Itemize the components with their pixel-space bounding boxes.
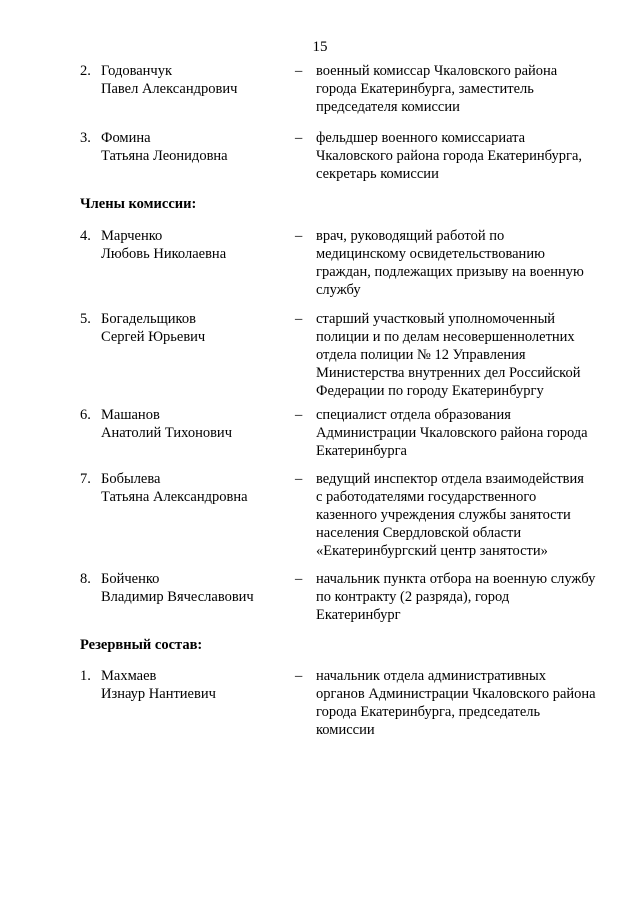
- member-given-names: Изнаур Нантиевич: [101, 686, 216, 702]
- member-name: [101, 310, 281, 346]
- position-line: начальник отдела административных: [316, 668, 547, 684]
- position-line: Федерации по городу Екатеринбургу: [316, 383, 544, 399]
- member-position: [316, 227, 616, 299]
- member-surname: Машанов: [101, 407, 160, 423]
- position-line: города Екатеринбурга, председатель: [316, 704, 541, 720]
- section-heading-members: Члены комиссии:: [80, 196, 197, 212]
- member-given-names: Татьяна Леонидовна: [101, 148, 228, 164]
- position-line: полиции и по делам несовершеннолетних: [316, 329, 575, 345]
- member-surname: Марченко: [101, 228, 163, 244]
- entry-dash: –: [295, 228, 303, 244]
- member-surname: Махмаев: [101, 668, 157, 684]
- position-line: отдела полиции № 12 Управления: [316, 347, 526, 363]
- member-name: [101, 406, 281, 442]
- position-line: города Екатеринбурга, заместитель: [316, 81, 534, 97]
- member-given-names: Павел Александрович: [101, 81, 238, 97]
- entry-number: 5.: [80, 311, 91, 327]
- page-number: 15: [312, 39, 328, 55]
- position-line: казенного учреждения службы занятости: [316, 507, 571, 523]
- entry-number: 7.: [80, 471, 91, 487]
- position-line: военный комиссар Чкаловского района: [316, 63, 558, 79]
- member-surname: Богадельщиков: [101, 311, 196, 327]
- member-position: [316, 570, 616, 624]
- member-name: [101, 62, 281, 98]
- member-surname: Фомина: [101, 130, 151, 146]
- position-line: населения Свердловской области: [316, 525, 522, 541]
- member-given-names: Анатолий Тихонович: [101, 425, 232, 441]
- position-line: граждан, подлежащих призыву на военную: [316, 264, 584, 280]
- entry-number: 4.: [80, 228, 91, 244]
- position-line: органов Администрации Чкаловского района: [316, 686, 596, 702]
- position-line: Министерства внутренних дел Российской: [316, 365, 581, 381]
- member-given-names: Татьяна Александровна: [101, 489, 248, 505]
- position-line: медицинскому освидетельствованию: [316, 246, 545, 262]
- entry-dash: –: [295, 668, 303, 684]
- member-name: [101, 470, 281, 506]
- entry-number: 2.: [80, 63, 91, 79]
- position-line: старший участковый уполномоченный: [316, 311, 556, 327]
- entry-number: 6.: [80, 407, 91, 423]
- member-name: [101, 129, 281, 165]
- position-line: Администрации Чкаловского района города: [316, 425, 588, 441]
- member-surname: Годованчук: [101, 63, 173, 79]
- position-line: специалист отдела образования: [316, 407, 511, 423]
- entry-number: 1.: [80, 668, 91, 684]
- member-given-names: Любовь Николаевна: [101, 246, 227, 262]
- position-line: с работодателями государственного: [316, 489, 537, 505]
- member-position: [316, 470, 616, 560]
- member-position: [316, 667, 616, 739]
- position-line: службу: [316, 282, 361, 298]
- position-line: Чкаловского района города Екатеринбурга,: [316, 148, 583, 164]
- member-name: [101, 570, 281, 606]
- entry-dash: –: [295, 471, 303, 487]
- position-line: начальник пункта отбора на военную службу: [316, 571, 596, 587]
- position-line: Екатеринбург: [316, 607, 401, 623]
- member-surname: Бобылева: [101, 471, 161, 487]
- position-line: фельдшер военного комиссариата: [316, 130, 526, 146]
- member-position: [316, 62, 616, 116]
- member-given-names: Владимир Вячеславович: [101, 589, 254, 605]
- member-name: [101, 227, 281, 263]
- member-position: [316, 310, 616, 400]
- position-line: по контракту (2 разряда), город: [316, 589, 510, 605]
- entry-number: 3.: [80, 130, 91, 146]
- position-line: комиссии: [316, 722, 375, 738]
- entry-dash: –: [295, 130, 303, 146]
- section-heading-reserve: Резервный состав:: [80, 637, 203, 653]
- position-line: ведущий инспектор отдела взаимодействия: [316, 471, 584, 487]
- entry-dash: –: [295, 311, 303, 327]
- entry-dash: –: [295, 407, 303, 423]
- position-line: «Екатеринбургский центр занятости»: [316, 543, 548, 559]
- entry-number: 8.: [80, 571, 91, 587]
- member-position: [316, 129, 616, 183]
- member-name: [101, 667, 281, 703]
- member-surname: Бойченко: [101, 571, 160, 587]
- position-line: секретарь комиссии: [316, 166, 439, 182]
- position-line: председателя комиссии: [316, 99, 460, 115]
- entry-dash: –: [295, 63, 303, 79]
- position-line: врач, руководящий работой по: [316, 228, 505, 244]
- entry-dash: –: [295, 571, 303, 587]
- position-line: Екатеринбурга: [316, 443, 407, 459]
- member-position: [316, 406, 616, 460]
- member-given-names: Сергей Юрьевич: [101, 329, 206, 345]
